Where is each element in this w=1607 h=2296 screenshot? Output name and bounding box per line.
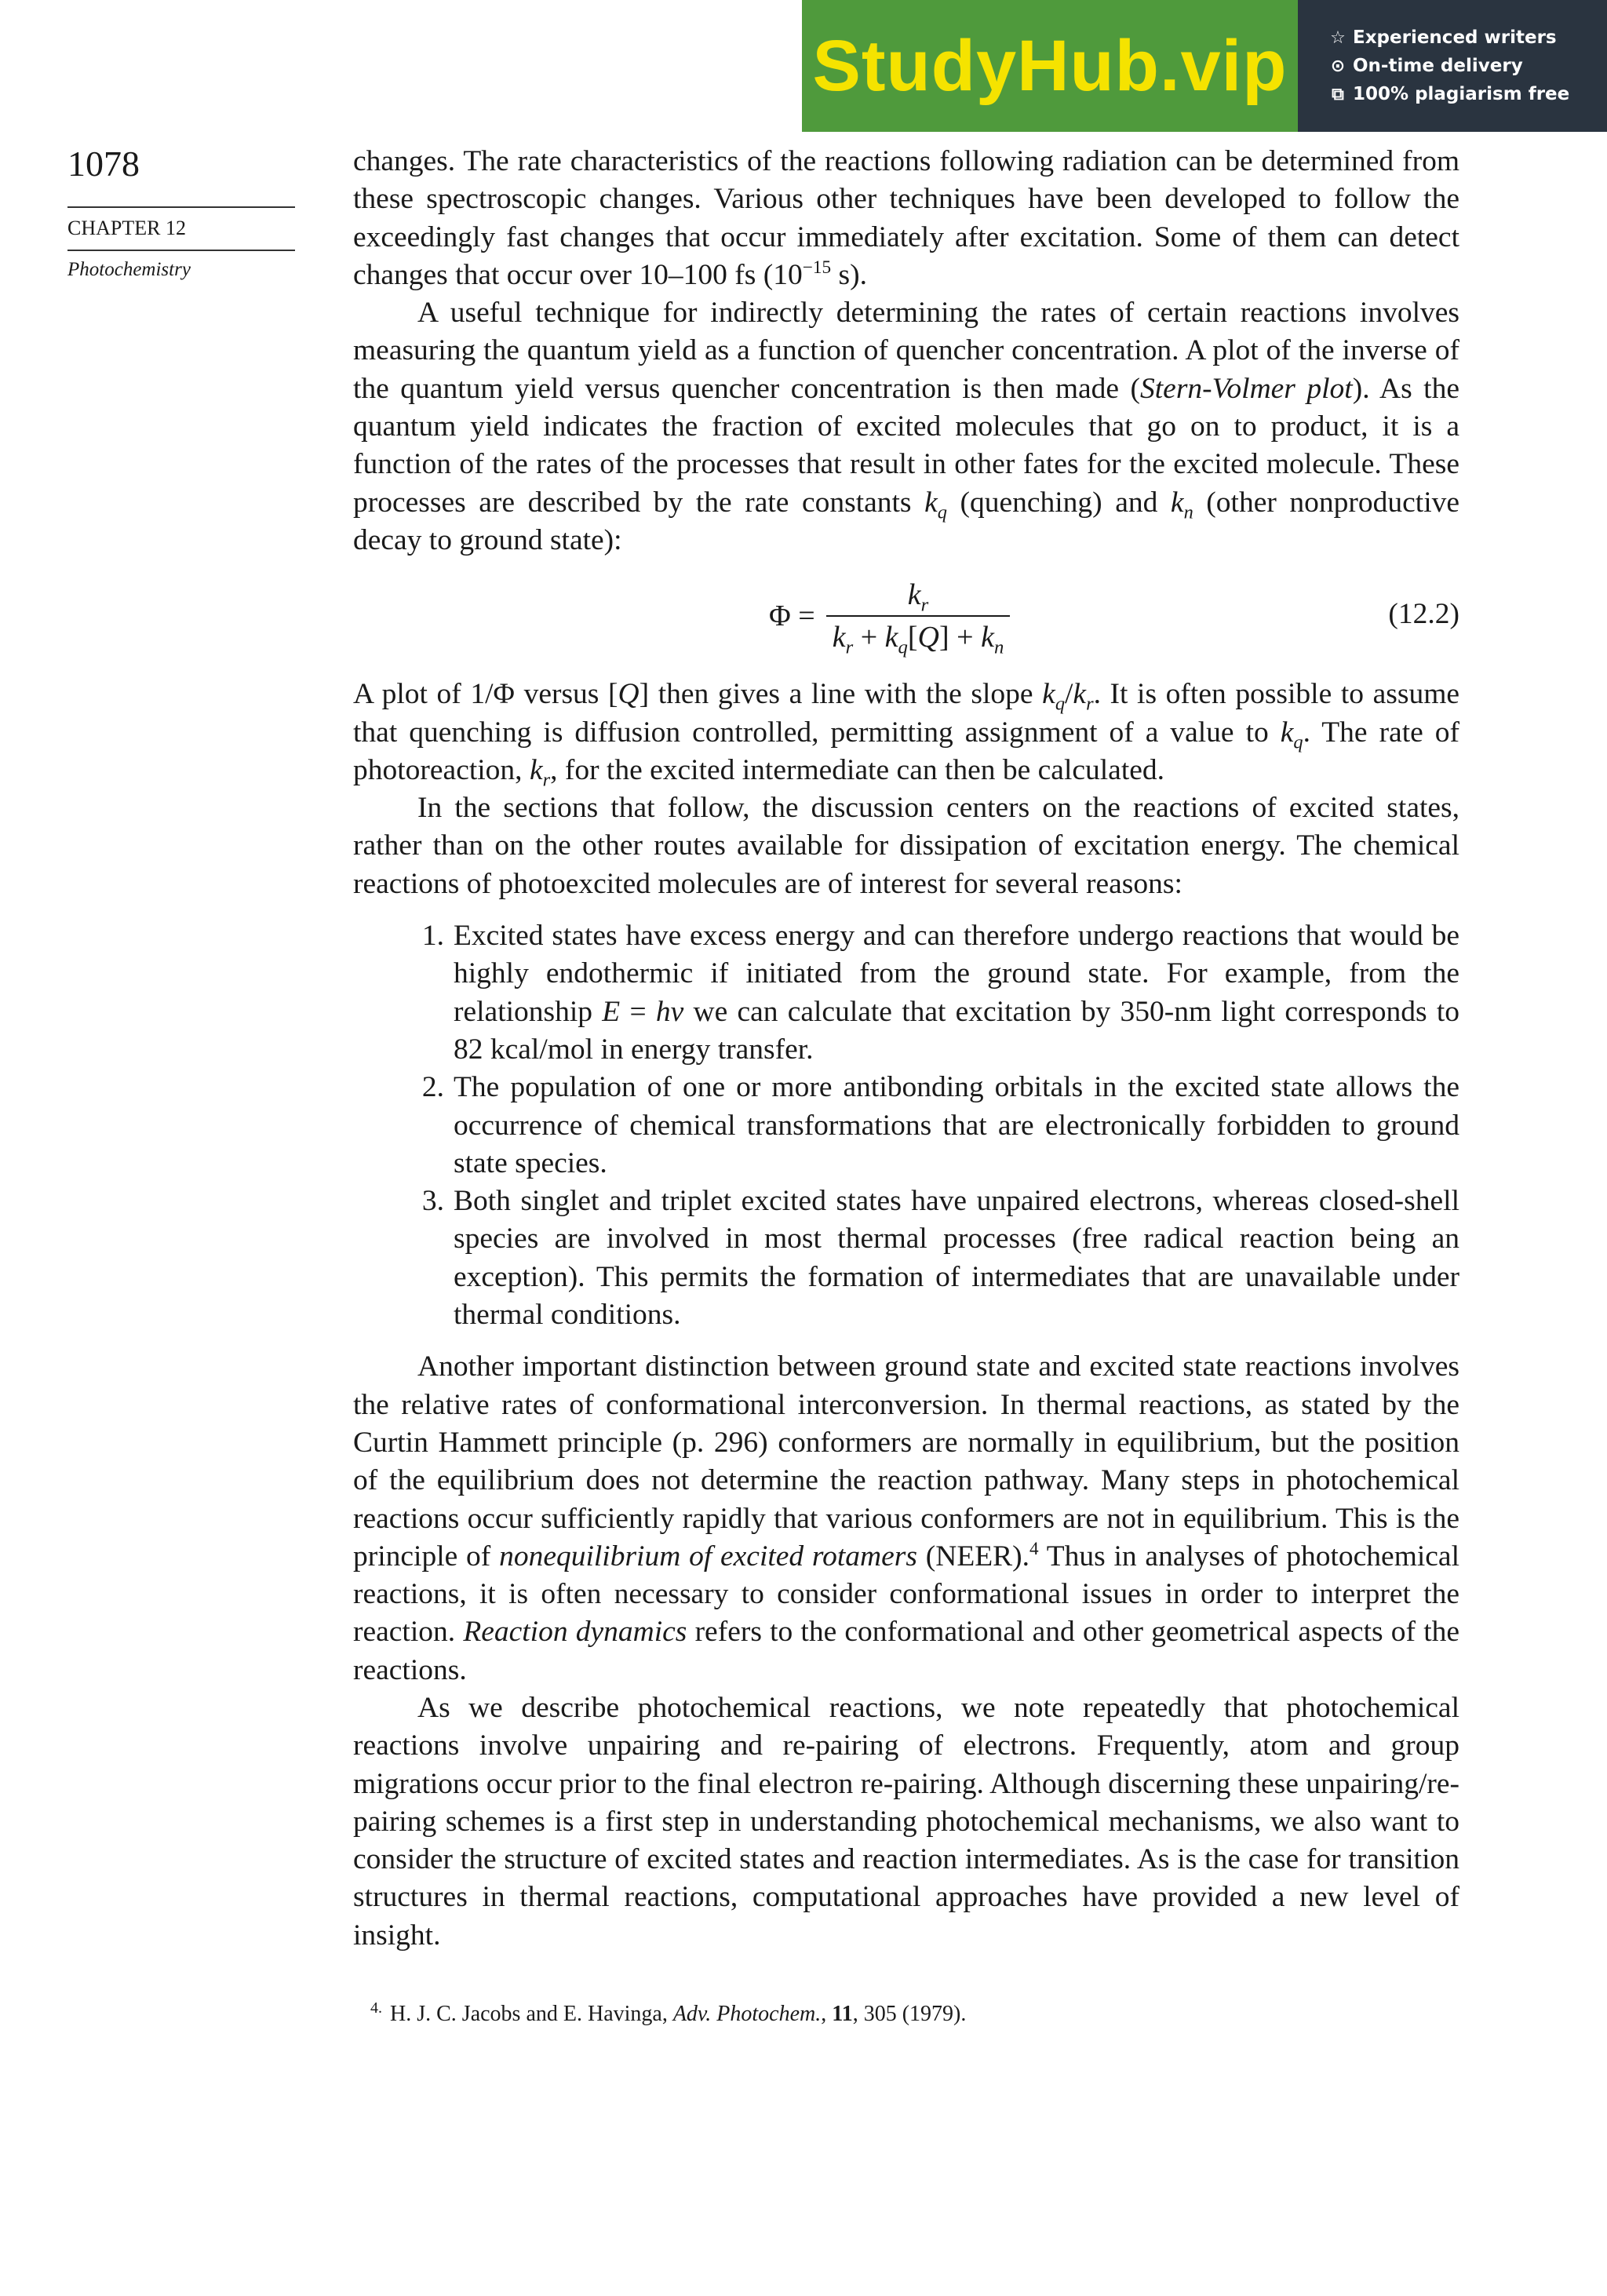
equation-numerator: $k_r$ xyxy=(907,578,929,616)
list-item: 1. Excited states have excess energy and can therefore undergo reactions that would be highly endothermic if initiated from the ground state. For example, from the relationship E = hν we can calculate that excitation by 350-nm light corresponds to 82 kcal/mol in energy transfer. xyxy=(421,920,1459,1066)
equation-body xyxy=(769,564,1010,668)
feature-experienced-writers xyxy=(1329,27,1607,48)
copy-icon: ⧉ xyxy=(1332,84,1344,104)
paragraph: As we describe photochemical reactions, we note repeatedly that photochemical reactions involve unpairing and re-pairing of electrons. Frequently, atom and group migrations occur prior to the final electron re-pairing. Although discerning these unpairing/re-pairing schemes is a first step in understanding photochemical mechanisms, we also want to consider the structure of excited states and reaction intermediates. As is the case for transition structures in thermal reactions, computational approaches have provided a new level of insight. xyxy=(353,1691,1459,1952)
footnote: $^{4.}$ H. J. C. Jacobs and E. Havinga, Adv. Photochem., 11, 305 (1979). xyxy=(370,1999,967,2026)
section-label: Photochemistry xyxy=(67,259,191,280)
feature-on-time-delivery xyxy=(1329,56,1607,76)
feature-label: Experienced writers xyxy=(1353,27,1557,48)
feature-label: On-time delivery xyxy=(1353,56,1523,76)
margin-rule-top xyxy=(67,206,295,208)
equation-denominator: $k_r + k_q[Q] + k_n$ xyxy=(826,615,1011,656)
page-number: 1078 xyxy=(67,144,140,184)
equation-number: (12.2) xyxy=(1388,598,1459,631)
list-item: 3. Both singlet and triplet excited states have unpaired electrons, whereas closed-shell species are involved in most thermal processes (free radical reaction being an exception). This permits the formation of intermediates that are unavailable under thermal conditions. xyxy=(421,1185,1459,1332)
studyhub-banner[interactable] xyxy=(802,0,1607,132)
footnote-volume: 11 xyxy=(832,2002,853,2026)
studyhub-logo[interactable]: StudyHub.vip xyxy=(802,0,1298,132)
paragraph: In the sections that follow, the discussion centers on the reactions of excited states, rather than on the other routes available for dissipation of excitation energy. The chemical reactions of photoexcited molecules are of interest for several reasons: xyxy=(353,792,1459,900)
feature-plagiarism-free xyxy=(1329,84,1607,104)
clock-icon: ⊙ xyxy=(1330,56,1346,76)
paragraph: A useful technique for indirectly determining the rates of certain reactions involves measuring the quantum yield as a function of quencher concentration. A plot of the inverse of the quantum yield versus quencher concentration is then made (Stern-Volmer plot). As the quantum yield indicates the fraction of excited molecules that go on to product, it is a function of the rates of the processes that result in other fates for the excited molecule. These processes are described by the rate constants $k_q$ (quenching) and $k_n$ (other nonproductive decay to ground state): xyxy=(353,297,1460,556)
body-text xyxy=(353,143,1459,1955)
banner-features xyxy=(1298,0,1607,132)
footnote-marker: 4. xyxy=(370,1999,382,2017)
footnote-journal: Adv. Photochem. xyxy=(672,2002,822,2026)
paragraph: Another important distinction between ground state and excited state reactions involves the relative rates of conformational interconversion. In thermal reactions, as stated by the Curtin Hammett principle (p. 296) conformers are normally in equilibrium, but the position of the equilibrium does not determine the reaction pathway. Many steps in photochemical reactions occur sufficiently rapidly that various conformers are not in equilibrium. This is the principle of nonequilibrium of excited rotamers (NEER).$^4$ Thus in analyses of photochemical reactions, it is often necessary to consider conformational issues in order to interpret the reaction. Reaction dynamics refers to the conformational and other geometrical aspects of the reactions. xyxy=(353,1350,1460,1686)
paragraph: A plot of 1/Φ versus [Q] then gives a line with the slope $k_q/k_r$. It is often possible to assume that quenching is diffusion controlled, permitting assignment of a value to $k_q$. The rate of photoreaction, $k_r$, for the excited intermediate can then be calculated. xyxy=(353,678,1460,791)
margin-rule-bottom xyxy=(67,250,295,251)
term-stern-volmer: Stern-Volmer plot xyxy=(1140,372,1353,405)
paragraph: changes. The rate characteristics of the reactions following radiation can be determined from these spectroscopic changes. Various other techniques have been developed to follow the exceedingly fast changes that occur immediately after excitation. Some of them can detect changes that occur over 10–100 fs ($10^{-15}$ s). xyxy=(353,145,1459,291)
term-neer: nonequilibrium of excited rotamers xyxy=(499,1540,917,1573)
reasons-list xyxy=(353,917,1459,1334)
term-reaction-dynamics: Reaction dynamics xyxy=(463,1616,687,1649)
chapter-label: CHAPTER 12 xyxy=(67,217,186,239)
equation-12-2 xyxy=(353,564,1459,676)
equation-fraction xyxy=(826,576,1011,657)
list-item: 2. The population of one or more antibonding orbitals in the excited state allows the occurrence of chemical transformations that are electronically forbidden to ground state species. xyxy=(421,1071,1459,1179)
equation-lhs: Φ = xyxy=(769,600,815,633)
feature-label: 100% plagiarism free xyxy=(1353,84,1570,104)
star-icon: ☆ xyxy=(1330,27,1346,48)
footnote-ref[interactable]: 4 xyxy=(1029,1538,1039,1559)
